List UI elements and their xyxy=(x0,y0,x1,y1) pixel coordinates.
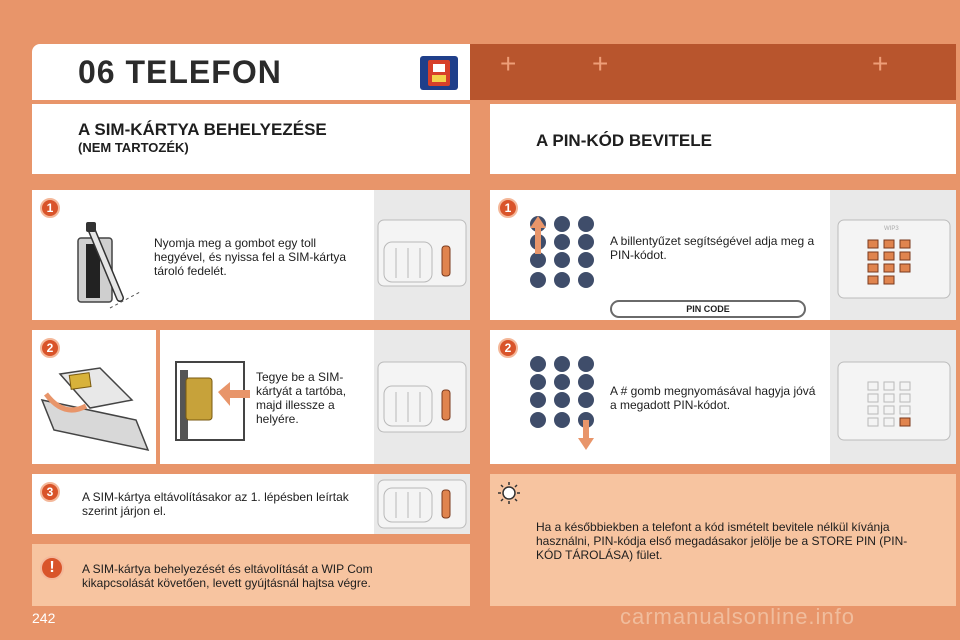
plus-decoration: + xyxy=(872,48,889,79)
step-number: 2 xyxy=(40,338,60,358)
phone-chapter-icon xyxy=(420,56,458,90)
step-number: 2 xyxy=(498,338,518,358)
page-title xyxy=(78,54,282,91)
sun-tip-icon xyxy=(498,482,520,504)
chapter-number: 06 xyxy=(78,54,116,90)
warning-icon: ! xyxy=(40,556,64,580)
watermark: carmanualsonline.info xyxy=(620,604,856,629)
device-illustration xyxy=(830,190,956,320)
tip-text: Ha a későbbiekben a telefont a kód ismételt bevitele nélkül kívánja használni, PIN-kódja első megadásakor jelölje be a STORE PIN (PIN-KÓD TÁROLÁSA) fület. xyxy=(536,520,908,562)
section-title-sim: A SIM-KÁRTYA BEHELYEZÉSE xyxy=(78,120,327,139)
sim-card-illustration xyxy=(170,352,254,448)
device-label: WIP3 xyxy=(884,226,899,232)
chapter-title: TELEFON xyxy=(125,54,282,90)
step-number: 1 xyxy=(40,198,60,218)
device-illustration xyxy=(830,330,956,464)
plus-decoration: + xyxy=(592,48,609,79)
plus-decoration: + xyxy=(500,48,517,79)
page-number: 242 xyxy=(32,610,56,626)
device-illustration xyxy=(374,330,470,464)
keypad-illustration xyxy=(524,214,600,290)
section-title-pin: A PIN-KÓD BEVITELE xyxy=(536,131,712,150)
pin-code-badge: PIN CODE xyxy=(610,300,806,318)
step-text: Tegye be a SIM-kártyát a tartóba, majd illessze a helyére. xyxy=(256,370,347,426)
warning-text: A SIM-kártya behelyezését és eltávolítását a WIP Com kikapcsolását követően, levett gyújtásnál hajtsa végre. xyxy=(82,562,373,590)
device-illustration xyxy=(374,190,470,320)
section-subtitle-sim: (NEM TARTOZÉK) xyxy=(78,140,189,155)
sim-tray-illustration xyxy=(36,360,154,460)
step-text: A # gomb megnyomásával hagyja jóvá a megadott PIN-kódot. xyxy=(610,384,816,412)
step-text: A billentyűzet segítségével adja meg a PIN-kódot. xyxy=(610,234,815,262)
step-text: A SIM-kártya eltávolításakor az 1. lépésben leírtak szerint járjon el. xyxy=(82,490,349,518)
step-number: 1 xyxy=(498,198,518,218)
pen-button-illustration xyxy=(70,218,150,314)
keypad-illustration xyxy=(524,354,600,450)
step-text: Nyomja meg a gombot egy toll hegyével, és nyissa fel a SIM-kártya tároló fedelét. xyxy=(154,236,347,278)
step-number: 3 xyxy=(40,482,60,502)
device-illustration xyxy=(374,474,470,534)
